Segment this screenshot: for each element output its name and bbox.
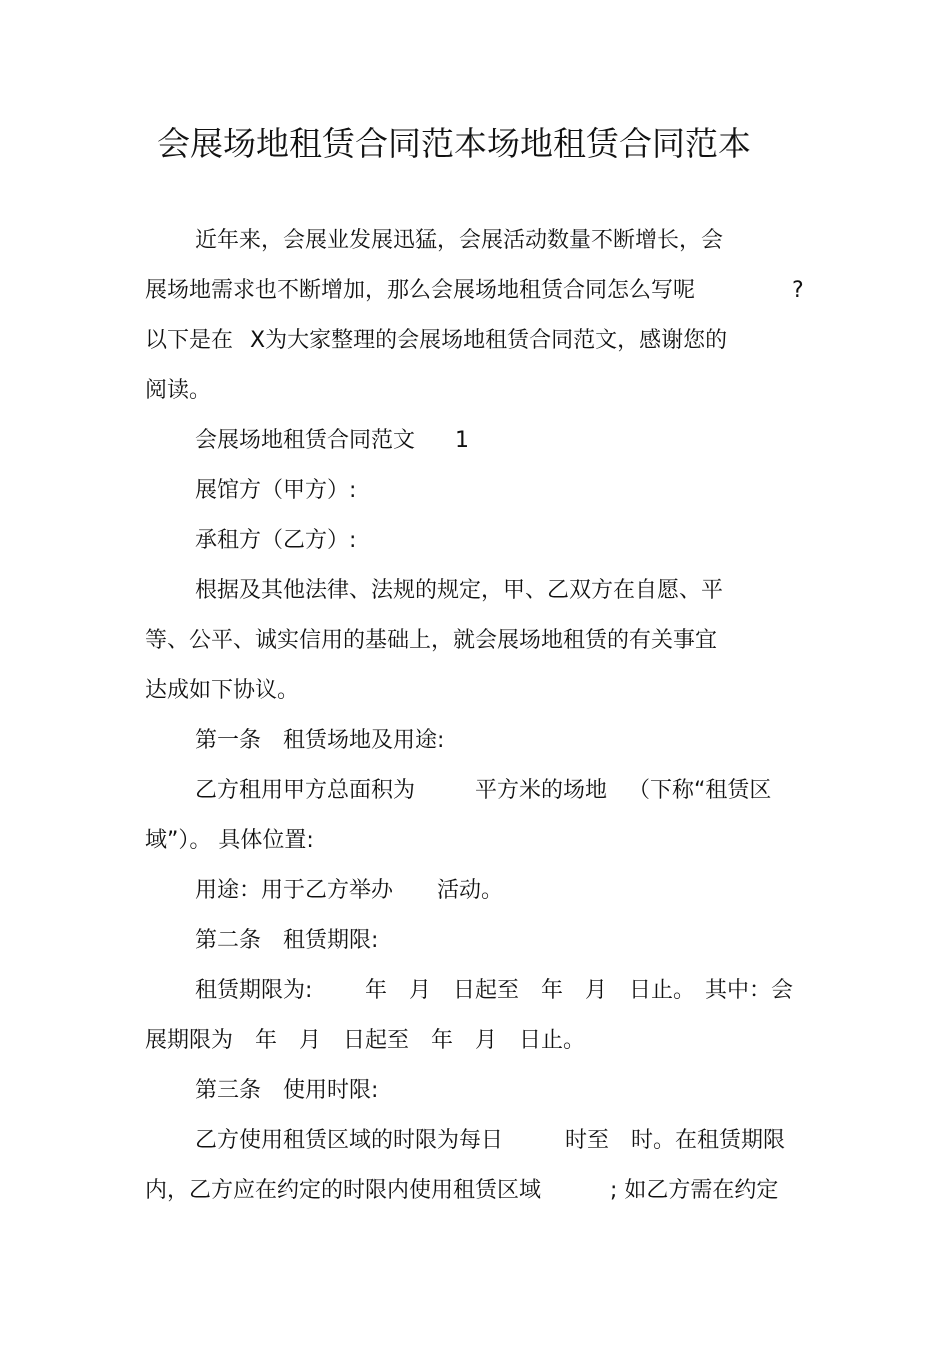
article-1-line-2: 域”）。 具体位置: xyxy=(145,828,314,853)
contract-heading-number: 1 xyxy=(455,428,469,453)
contract-heading: 会展场地租赁合同范文 xyxy=(195,428,416,453)
preamble-line-3: 达成如下协议。 xyxy=(145,678,300,703)
article-1-line-3a: 用途：用于乙方举办 xyxy=(195,878,394,903)
intro-line-2: 展场地需求也不断增加，那么会展场地租赁合同怎么写呢 xyxy=(145,278,696,303)
intro-question-mark: ? xyxy=(792,278,804,303)
article-3-line-2a: 内，乙方应在约定的时限内使用租赁区域 xyxy=(145,1178,542,1203)
preamble-line-2: 等、公平、诚实信用的基础上，就会展场地租赁的有关事宜 xyxy=(145,628,718,653)
intro-line-1: 近年来，会展业发展迅猛，会展活动数量不断增长，会 xyxy=(195,228,724,253)
intro-line-4: 阅读。 xyxy=(145,378,212,403)
party-b-line: 承租方（乙方）: xyxy=(195,528,357,553)
article-2-line-1c: 其中：会 xyxy=(705,978,794,1003)
article-1-line-1b: 平方米的场地 xyxy=(475,778,608,803)
article-1-line-1a: 乙方租用甲方总面积为 xyxy=(195,778,416,803)
document-title: 会展场地租赁合同范本场地租赁合同范本 xyxy=(157,124,751,163)
article-1-line-3b: 活动。 xyxy=(437,878,504,903)
article-3-line-1a: 乙方使用租赁区域的时限为每日 xyxy=(195,1128,504,1153)
article-1-line-1c: （下称“租赁区 xyxy=(628,778,772,803)
intro-line-3b: X为大家整理的会展场地租赁合同范文，感谢您的 xyxy=(250,328,728,353)
article-2-title: 第二条 租赁期限: xyxy=(195,928,379,953)
intro-line-3a: 以下是在 xyxy=(145,328,234,353)
article-2-line-2: 展期限为 年 月 日起至 年 月 日止。 xyxy=(145,1028,586,1053)
article-2-line-1a: 租赁期限为: xyxy=(195,978,313,1003)
article-2-line-1b: 年 月 日起至 年 月 日止。 xyxy=(365,978,696,1003)
article-3-line-1b: 时至 时。在租赁期限 xyxy=(565,1128,786,1153)
article-1-title: 第一条 租赁场地及用途: xyxy=(195,728,445,753)
preamble-line-1: 根据及其他法律、法规的规定，甲、乙双方在自愿、平 xyxy=(195,578,724,603)
article-3-title: 第三条 使用时限: xyxy=(195,1078,379,1103)
party-a-line: 展馆方（甲方）: xyxy=(195,478,357,503)
article-3-line-2b: ; 如乙方需在约定 xyxy=(610,1178,779,1203)
